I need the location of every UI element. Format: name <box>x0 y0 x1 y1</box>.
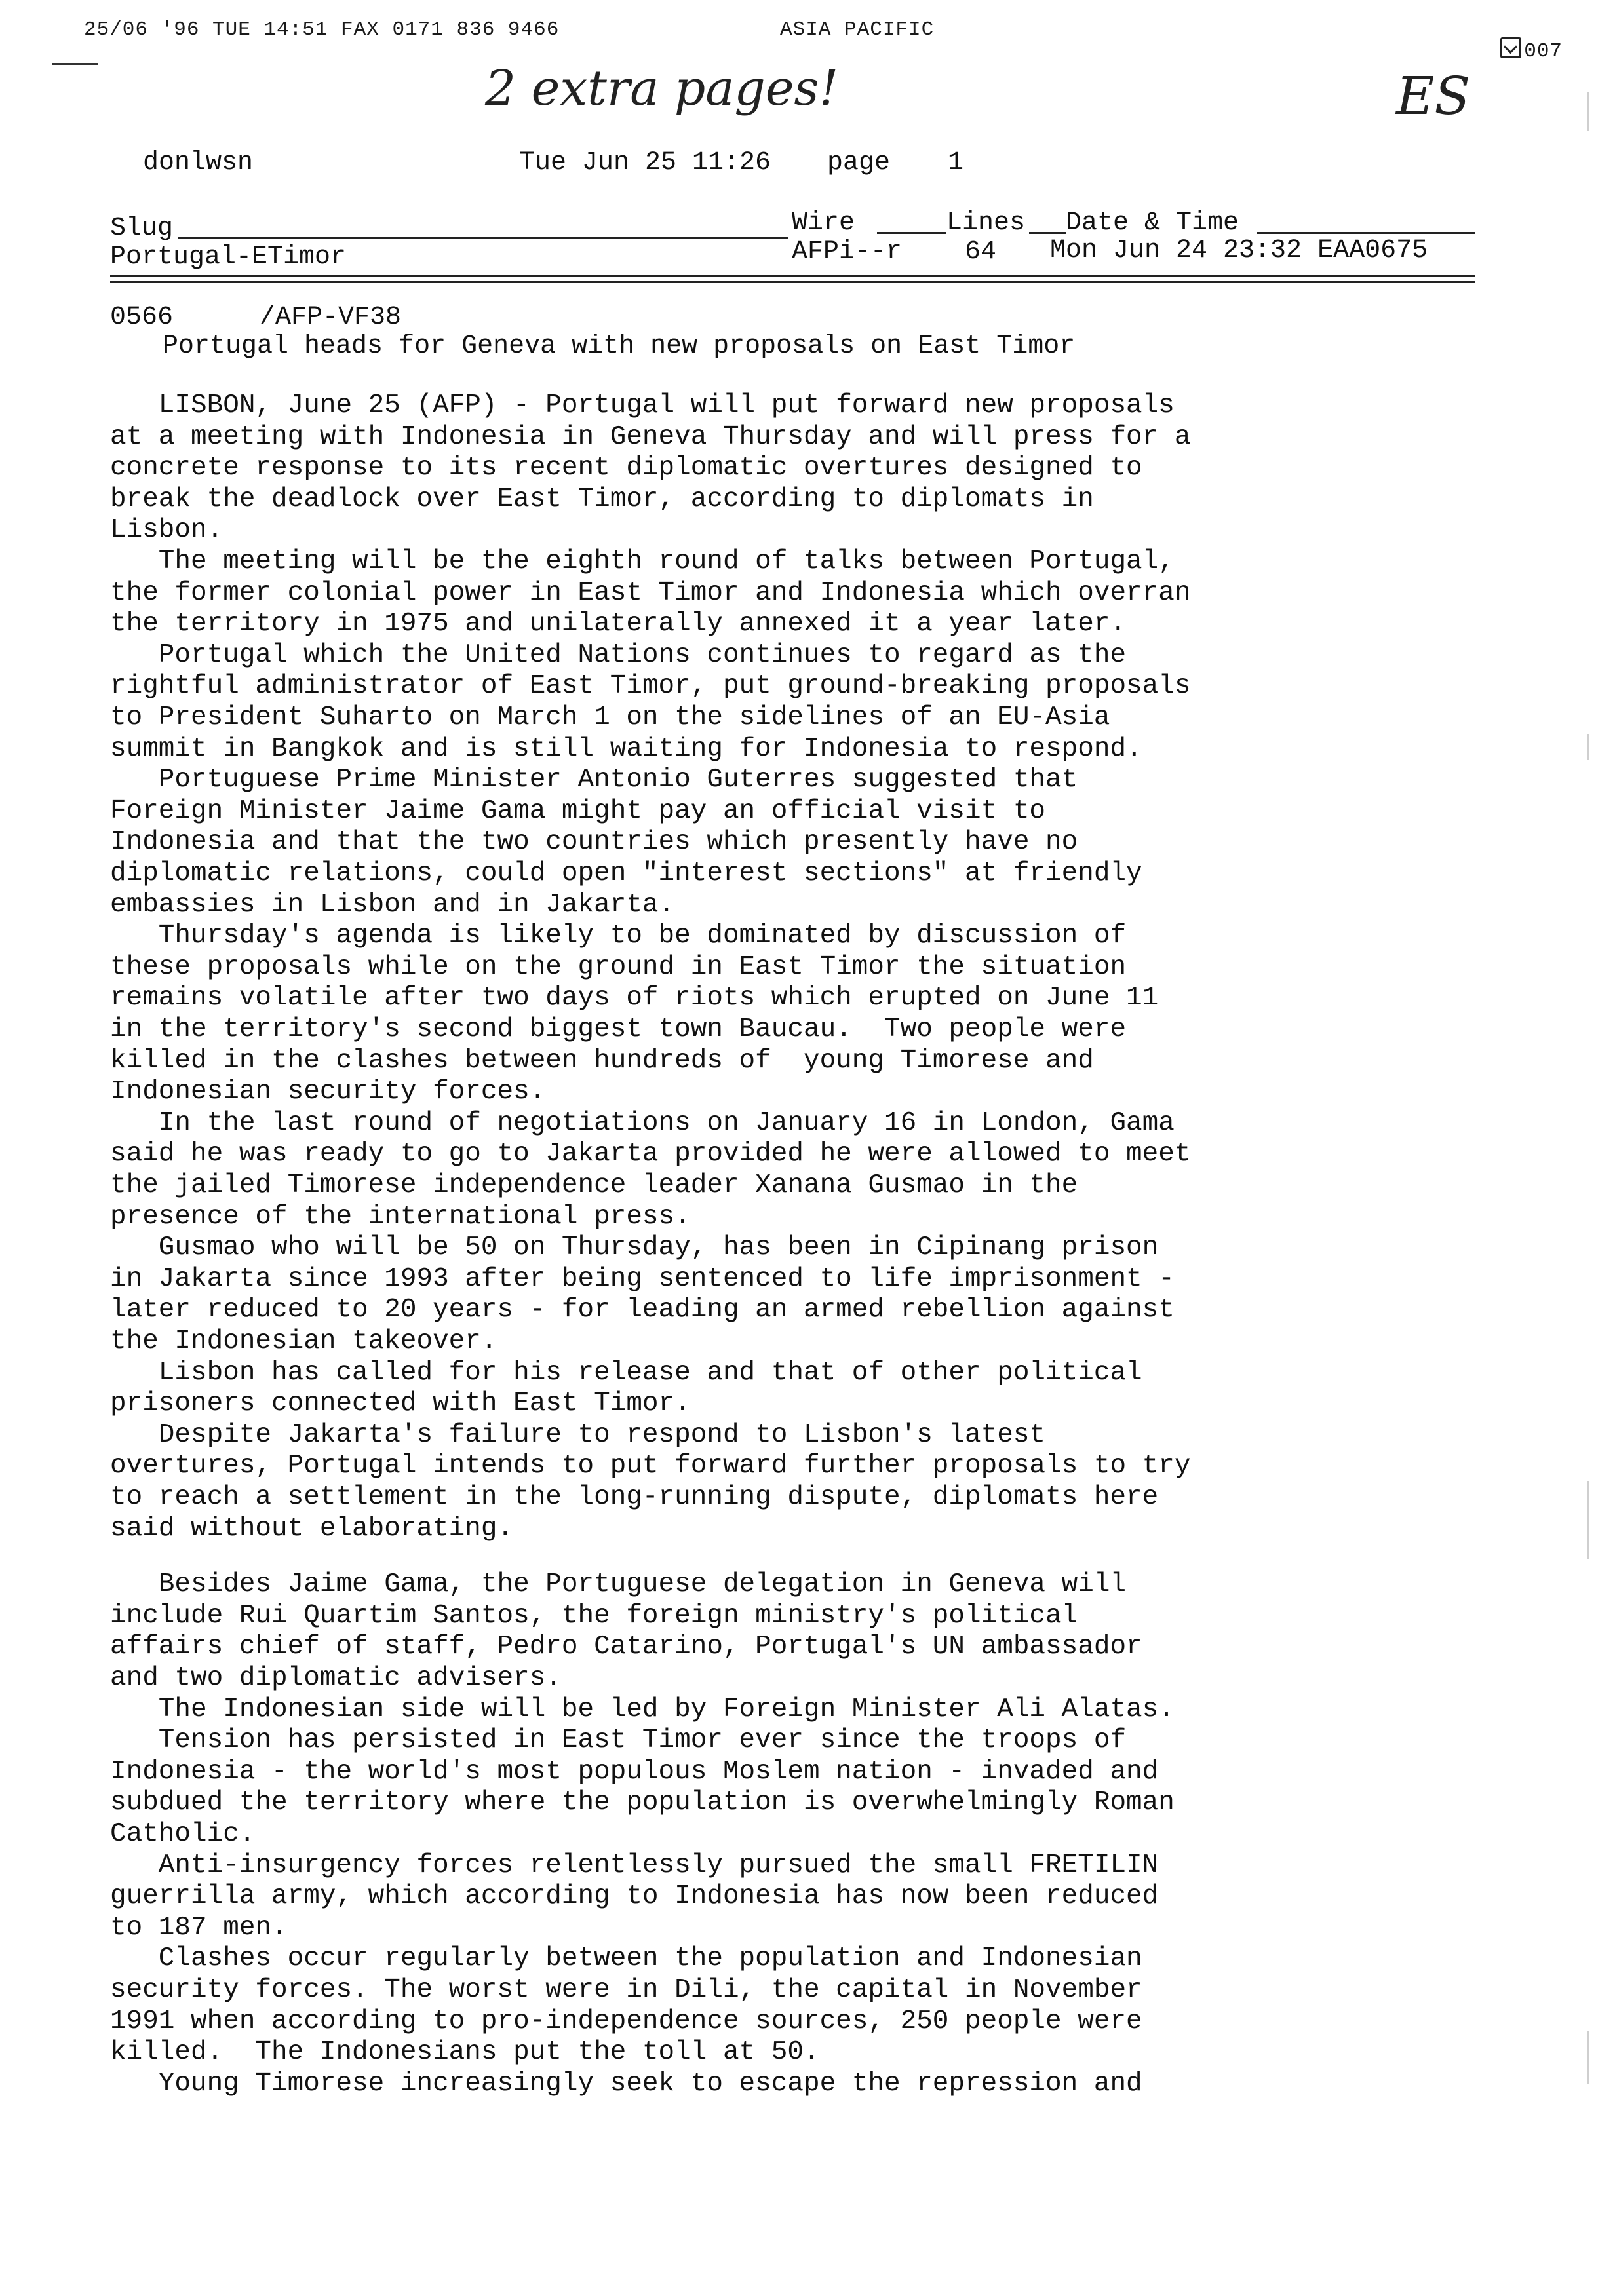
fax-transmission-line: 25/06 '96 TUE 14:51 FAX 0171 836 9466 <box>84 18 560 41</box>
story-line: and two diplomatic advisers. <box>110 1663 562 1693</box>
story-id: 0566 <box>110 303 174 332</box>
story-line: Indonesia - the world's most populous Moslem nation - invaded and <box>110 1757 1159 1787</box>
story-line: to President Suharto on March 1 on the sidelines of an EU-Asia <box>110 702 1110 733</box>
story-line: Gusmao who will be 50 on Thursday, has been in Cipinang prison <box>110 1233 1159 1263</box>
story-line: overtures, Portugal intends to put forward further proposals to try <box>110 1451 1191 1481</box>
story-line: at a meeting with Indonesia in Geneva Thursday and will press for a <box>110 422 1191 452</box>
story-line: said without elaborating. <box>110 1514 514 1544</box>
print-page-number: 1 <box>948 148 964 178</box>
story-line: In the last round of negotiations on January 16 in London, Gama <box>110 1108 1175 1138</box>
story-line: rightful administrator of East Timor, put ground-breaking proposals <box>110 671 1191 701</box>
story-code: /AFP-VF38 <box>260 303 402 332</box>
story-line: diplomatic relations, could open "interest sections" at friendly <box>110 858 1142 889</box>
story-line: to reach a settlement in the long-running dispute, diplomats here <box>110 1482 1159 1512</box>
story-line: killed in the clashes between hundreds of young Timorese and <box>110 1046 1094 1076</box>
story-line: Despite Jakarta's failure to respond to Lisbon's latest <box>110 1420 1046 1450</box>
story-line: concrete response to its recent diplomatic overtures designed to <box>110 453 1142 483</box>
scan-edge-mark <box>1587 2031 1589 2084</box>
story-line: Catholic. <box>110 1819 256 1849</box>
slug-value: Portugal-ETimor <box>110 242 347 272</box>
story-line: embassies in Lisbon and in Jakarta. <box>110 890 675 920</box>
story-line: in the territory's second biggest town Baucau. Two people were <box>110 1014 1127 1044</box>
story-line: said he was ready to go to Jakarta provided he were allowed to meet <box>110 1139 1191 1169</box>
story-line: Foreign Minister Jaime Gama might pay an official visit to <box>110 796 1046 826</box>
story-line: Lisbon. <box>110 515 224 545</box>
story-line: prisoners connected with East Timor. <box>110 1388 691 1419</box>
story-line: the territory in 1975 and unilaterally annexed it a year later. <box>110 609 1127 639</box>
print-timestamp: Tue Jun 25 11:26 <box>519 148 771 178</box>
slug-header-rule <box>178 237 788 239</box>
scan-edge-mark <box>1587 92 1589 131</box>
header-double-rule <box>110 275 1475 283</box>
lines-column-header: Lines <box>946 208 1026 238</box>
date-time-header-rule <box>1257 232 1475 234</box>
corner-scribble <box>52 63 98 65</box>
story-line: killed. The Indonesians put the toll at 50. <box>110 2037 820 2067</box>
story-line: Tension has persisted in East Timor ever since the troops of <box>110 1725 1127 1755</box>
print-page-label: page <box>827 148 891 178</box>
story-headline: Portugal heads for Geneva with new proposals on East Timor <box>163 332 1076 361</box>
date-time-value: Mon Jun 24 23:32 EAA0675 <box>1050 236 1428 265</box>
fax-desk-label: ASIA PACIFIC <box>780 18 935 41</box>
story-line: summit in Bangkok and is still waiting for Indonesia to respond. <box>110 734 1142 764</box>
handwritten-initials: ES <box>1396 66 1471 126</box>
scan-edge-mark <box>1587 1481 1589 1559</box>
story-line: affairs chief of staff, Pedro Catarino, Portugal's UN ambassador <box>110 1632 1142 1662</box>
fax-page-icon <box>1500 37 1521 58</box>
story-line: the Indonesian takeover. <box>110 1326 497 1356</box>
story-line: include Rui Quartim Santos, the foreign ministry's political <box>110 1601 1078 1631</box>
story-line: remains volatile after two days of riots which erupted on June 11 <box>110 983 1159 1013</box>
wire-column-header: Wire <box>792 208 855 238</box>
slug-column-header: Slug <box>110 214 174 243</box>
story-line: The Indonesian side will be led by Foreign Minister Ali Alatas. <box>110 1694 1175 1725</box>
story-line: Indonesian security forces. <box>110 1077 546 1107</box>
handwritten-note: 2 extra pages! <box>485 60 839 117</box>
story-line: guerrilla army, which according to Indonesia has now been reduced <box>110 1881 1159 1911</box>
story-line: subdued the territory where the population is overwhelmingly Roman <box>110 1788 1175 1818</box>
story-line: Portuguese Prime Minister Antonio Guterres suggested that <box>110 765 1078 795</box>
story-line: The meeting will be the eighth round of talks between Portugal, <box>110 546 1175 577</box>
story-line: the jailed Timorese independence leader Xanana Gusmao in the <box>110 1170 1078 1200</box>
story-line: in Jakarta since 1993 after being sentenced to life imprisonment - <box>110 1264 1175 1294</box>
lines-value: 64 <box>965 237 997 267</box>
wire-header-rule <box>877 232 946 234</box>
story-line: LISBON, June 25 (AFP) - Portugal will put forward new proposals <box>110 391 1175 421</box>
story-line: to 187 men. <box>110 1913 288 1943</box>
print-queue-name: donlwsn <box>143 148 254 178</box>
story-line: Besides Jaime Gama, the Portuguese delegation in Geneva will <box>110 1569 1127 1599</box>
story-line: presence of the international press. <box>110 1202 691 1232</box>
scan-edge-mark <box>1587 734 1589 760</box>
wire-value: AFPi--r <box>792 237 903 267</box>
story-line: the former colonial power in East Timor and Indonesia which overran <box>110 578 1191 608</box>
lines-header-rule <box>1029 232 1066 234</box>
fax-page-number-text: 007 <box>1524 40 1563 63</box>
story-line: these proposals while on the ground in East Timor the situation <box>110 952 1127 982</box>
story-line: Thursday's agenda is likely to be dominated by discussion of <box>110 921 1127 951</box>
story-line: break the deadlock over East Timor, according to diplomats in <box>110 484 1094 514</box>
date-time-column-header: Date & Time <box>1066 208 1239 238</box>
story-line: Lisbon has called for his release and that of other political <box>110 1358 1142 1388</box>
story-line: later reduced to 20 years - for leading an armed rebellion against <box>110 1295 1175 1325</box>
story-line: Young Timorese increasingly seek to escape the repression and <box>110 2069 1142 2099</box>
story-line: Portugal which the United Nations continues to regard as the <box>110 640 1127 670</box>
story-line: Indonesia and that the two countries which presently have no <box>110 827 1078 857</box>
story-line: 1991 when according to pro-independence sources, 250 people were <box>110 2006 1142 2037</box>
story-line: Clashes occur regularly between the population and Indonesian <box>110 1943 1142 1974</box>
story-line: security forces. The worst were in Dili, the capital in November <box>110 1975 1142 2005</box>
story-line: Anti-insurgency forces relentlessly pursued the small FRETILIN <box>110 1850 1159 1881</box>
fax-page-number <box>1475 14 1563 63</box>
